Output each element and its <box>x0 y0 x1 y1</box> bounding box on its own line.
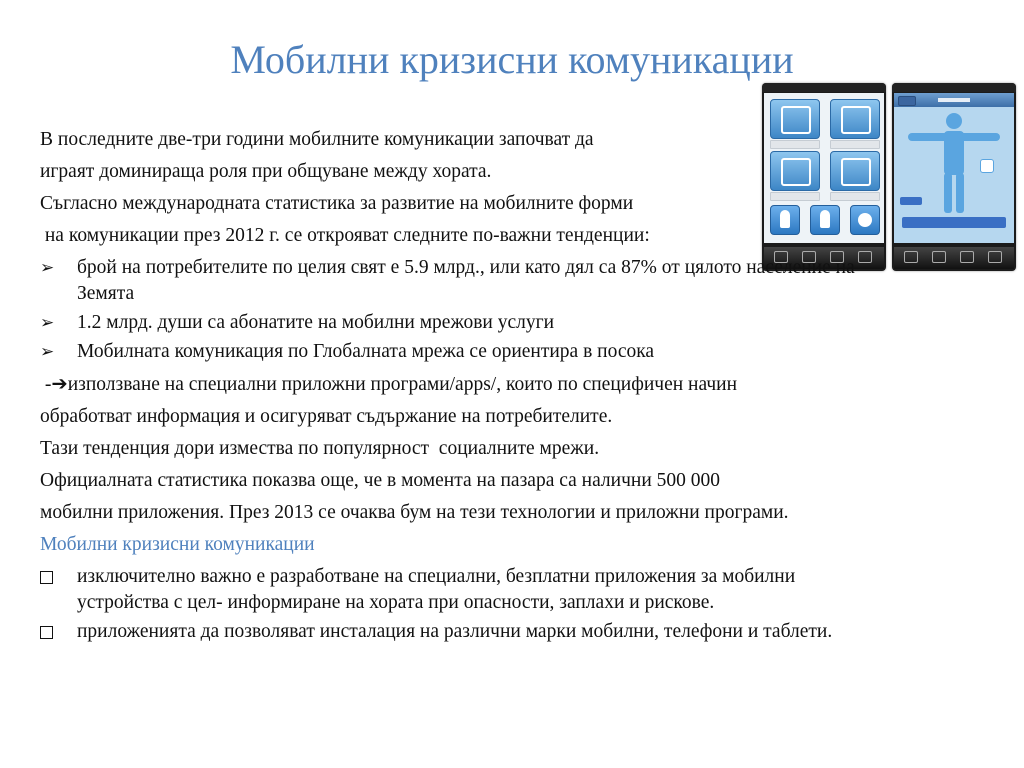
phone-nav-bar <box>894 93 1014 107</box>
phone-tab-bar <box>894 247 1014 269</box>
heart-icon <box>980 159 994 173</box>
paragraph-line: играят доминираща роля при общуване между хората. <box>40 161 492 182</box>
paragraph-line: Съгласно международната статистика за развитие на мобилните форми <box>40 193 634 214</box>
phone-wide-button <box>902 217 1006 228</box>
list-item <box>40 339 890 365</box>
back-icon <box>898 96 916 106</box>
body-map-screen <box>894 93 1014 243</box>
arrow-line-text: използване на специални приложни програми/apps/, които по специфичен начин <box>67 374 738 395</box>
paragraph-line: В последните две-три години мобилните комуникации започват да <box>40 129 594 150</box>
paragraph-line: на комуникации през 2012 г. се открояват следните по-важни тенденции: <box>40 225 650 246</box>
checkbox-bullet-icon <box>40 564 64 592</box>
phone-body-image <box>892 83 1016 271</box>
phone-status-bar <box>762 83 886 92</box>
list-item-text: изключително важно е разработване на специални, безплатни приложения за мобилни устройства с цел- информиране на хората при опасности, заплахи и рискове. <box>77 566 796 613</box>
arrow-bullet-icon: ➢ <box>40 313 55 333</box>
list-item <box>40 255 890 307</box>
list-item-text: Мобилната комуникация по Глобалната мрежа се ориентира в посока <box>77 341 655 362</box>
dash-prefix: - <box>40 374 52 395</box>
phone-status-bar <box>892 83 1016 92</box>
slide-body <box>40 124 890 648</box>
arrow-line <box>40 368 890 401</box>
section-subheading: Мобилни кризисни комуникации <box>40 534 315 555</box>
paragraph-line: Официалната статистика показва още, че в момента на пазара са налични 500 000 <box>40 470 721 491</box>
list-item-text: 1.2 млрд. души са абонатите на мобилни мрежови услуги <box>77 312 555 333</box>
phone-small-button <box>900 197 922 205</box>
paragraph-line: мобилни приложения. През 2013 се очаква бум на тези технологии и приложни програми. <box>40 502 789 523</box>
list-item-text: приложенията да позволяват инсталация на различни марки мобилни, телефони и таблети. <box>77 621 833 642</box>
list-item-text: брой на потребителите по целия свят е 5.9 млрд., или като дял са 87% от цялото население на Земята <box>77 257 855 304</box>
paragraph-line: Тази тенденция дори измества по популярност социалните мрежи. <box>40 438 600 459</box>
checkbox-bullet-icon <box>40 619 64 647</box>
list-item <box>40 619 890 645</box>
arrow-bullet-icon: ➢ <box>40 258 55 278</box>
list-item <box>40 310 890 336</box>
slide-title: Мобилни кризисни комуникации <box>230 37 794 82</box>
arrow-bullet-icon: ➢ <box>40 342 55 362</box>
paragraph-line: обработват информация и осигуряват съдържание на потребителите. <box>40 406 613 427</box>
list-item <box>40 564 890 616</box>
right-arrow-icon: ➔ <box>51 372 68 395</box>
